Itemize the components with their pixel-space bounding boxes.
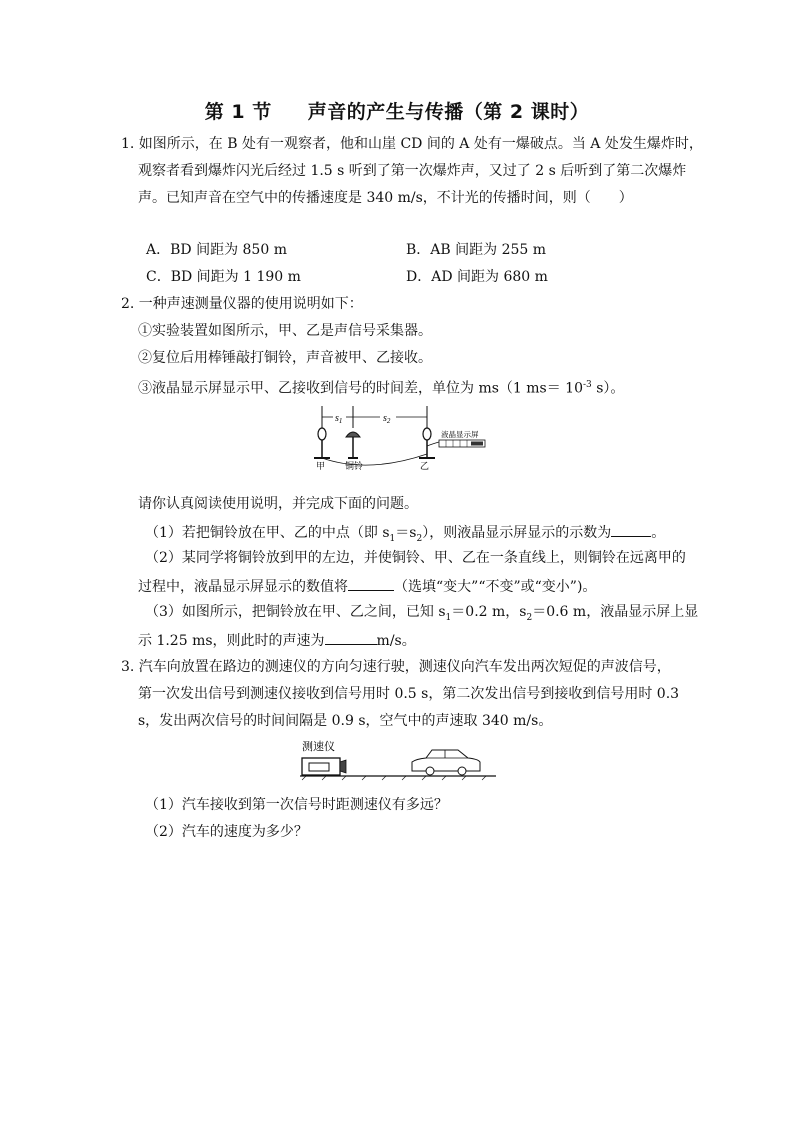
q3-line-3: s，发出两次信号的时间间隔是 0.9 s，空气中的声速取 340 m/s。 xyxy=(138,713,553,729)
q2-part-3-line-1: （3）如图所示，把铜铃放在甲、乙之间，已知 $s_1=0.2$ m，$s_2=0.6$ m，液晶显示屏上显 xyxy=(145,604,699,623)
jia-label: 甲 xyxy=(316,461,326,471)
q2-part-2-line-2: 过程中，液晶显示屏显示的数值将 （选填“变大”“不变”或“变小”)。 xyxy=(138,576,596,596)
q1-line-2: 观察者看到爆炸闪光后经过 1.5 s 听到了第一次爆炸声，又过了 2 s 后听到了第二次爆炸 xyxy=(138,163,687,179)
q1-line-1: 1. 如图所示，在 B 处有一观察者，他和山崖 CD 间的 A 处有一爆破点。当 A 处发生爆炸时， xyxy=(121,136,703,152)
q2-part-1: （1）若把铜铃放在甲、乙的中点（即 $s_1=s_2$），则液晶显示屏显示的示数为 。 xyxy=(145,522,665,548)
q3-part-1: （1）汽车接收到第一次信号时距测速仪有多远？ xyxy=(145,797,448,813)
q1-option-d: D．AD 间距为 680 m xyxy=(406,269,548,285)
receiver-yi-icon xyxy=(423,428,431,440)
page-title xyxy=(0,97,794,124)
q2-step-1: ①实验装置如图所示，甲、乙是声信号采集器。 xyxy=(138,323,432,339)
speed-detector-label: 测速仪 xyxy=(302,741,335,753)
q2-part-2-line-1: （2）某同学将铜铃放到甲的左边，并使铜铃、甲、乙在一条直线上，则铜铃在远离甲的 xyxy=(145,550,686,566)
answer-blank-3[interactable] xyxy=(325,630,377,645)
q2-step-2: ②复位后用棒锤敲打铜铃，声音被甲、乙接收。 xyxy=(138,350,432,366)
s2-label: $s_2$ xyxy=(383,413,391,425)
bell-label: 铜铃 xyxy=(345,461,364,471)
yi-label: 乙 xyxy=(420,461,430,471)
q1-option-a: A．BD 间距为 850 m xyxy=(146,242,287,258)
s1-label: $s_1$ xyxy=(335,413,343,425)
answer-blank-2[interactable] xyxy=(348,576,394,591)
answer-blank-1[interactable] xyxy=(611,522,651,537)
q2-read-instruction: 请你认真阅读使用说明，并完成下面的问题。 xyxy=(138,496,418,512)
sound-speed-apparatus-figure xyxy=(308,404,498,472)
receiver-jia-icon xyxy=(318,428,326,440)
q3-line-1: 3. 汽车向放置在路边的测速仪的方向匀速行驶，测速仪向汽车发出两次短促的声波信号， xyxy=(121,659,671,675)
q1-line-3: 声。已知声音在空气中的传播速度是 340 m/s，不计光的传播时间，则（ ） xyxy=(138,190,633,206)
speed-detector-figure xyxy=(298,738,498,786)
q3-line-2: 第一次发出信号到测速仪接收到信号用时 0.5 s，第二次发出信号到接收到信号用时 0.3 xyxy=(138,686,680,702)
q1-option-b: B．AB 间距为 255 m xyxy=(406,242,547,258)
q1-option-c: C．BD 间距为 1 190 m xyxy=(146,269,301,285)
q3-part-2: （2）汽车的速度为多少？ xyxy=(145,824,308,840)
q2-part-3-line-2: 示 1.25 ms，则此时的声速为 m/s。 xyxy=(138,630,416,650)
q2-line-1: 2. 一种声速测量仪器的使用说明如下： xyxy=(121,296,363,312)
car-icon xyxy=(412,750,480,775)
lcd-label: 液晶显示屏 xyxy=(441,430,479,439)
bell-icon xyxy=(346,432,360,437)
section-number: 第 1 节 xyxy=(204,101,272,123)
section-topic: 声音的产生与传播（第 2 课时） xyxy=(307,101,590,123)
q2-step-3: ③液晶显示屏显示甲、乙接收到信号的时间差，单位为 ms（1 $ms= 10^{-3}$ s）。 xyxy=(138,380,625,397)
